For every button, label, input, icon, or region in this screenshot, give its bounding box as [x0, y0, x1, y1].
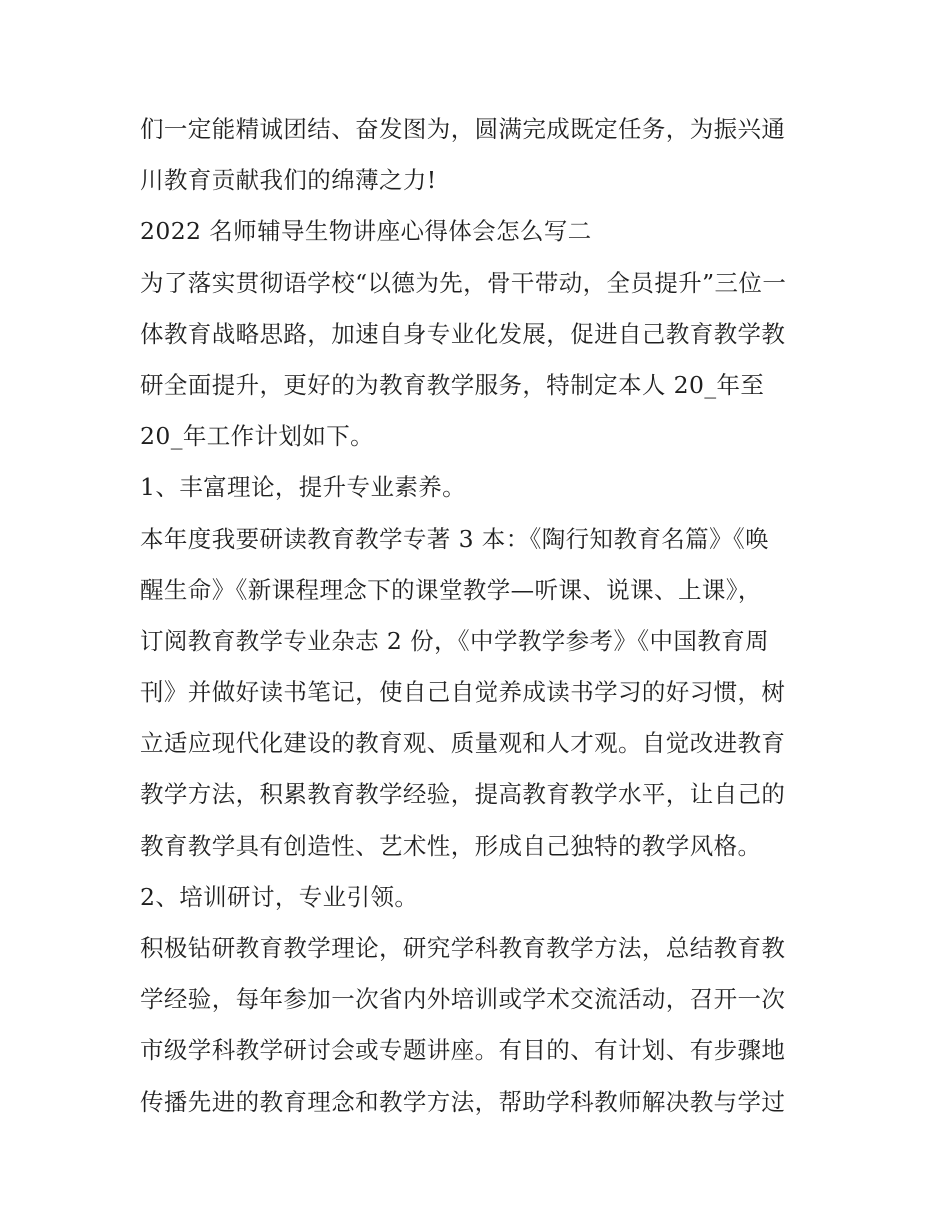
paragraph-line: 川教育贡献我们的绵薄之力! — [140, 166, 437, 195]
paragraph-line: 本年度我要研读教育教学专著 3 本：《陶行知教育名篇》《唤 — [140, 524, 769, 553]
paragraph-line: 刊》并做好读书笔记，使自己自觉养成读书学习的好习惯，树 — [140, 678, 786, 707]
paragraph-line: 学经验，每年参加一次省内外培训或学术交流活动，召开一次 — [140, 985, 786, 1014]
document-body — [140, 104, 820, 1128]
paragraph-line: 体教育战略思路，加速自身专业化发展，促进自己教育教学教 — [140, 319, 786, 348]
paragraph-line: 市级学科教学研讨会或专题讲座。有目的、有计划、有步骤地 — [140, 1036, 786, 1065]
paragraph-line: 教学方法，积累教育教学经验，提高教育教学水平，让自己的 — [140, 780, 786, 809]
paragraph-line: 20_年工作计划如下。 — [140, 422, 375, 451]
paragraph-line: 研全面提升，更好的为教育教学服务，特制定本人 20_年至 — [140, 370, 765, 399]
paragraph-line: 立适应现代化建设的教育观、质量观和人才观。自觉改进教育 — [140, 729, 786, 758]
list-heading-1: 1、丰富理论，提升专业素养。 — [140, 473, 467, 502]
paragraph-line: 教育教学具有创造性、艺术性，形成自己独特的教学风格。 — [140, 831, 762, 860]
paragraph-line: 们一定能精诚团结、奋发图为，圆满完成既定任务，为振兴通 — [140, 115, 786, 143]
paragraph-line: 传播先进的教育理念和教学方法，帮助学科教师解决教与学过 — [140, 1087, 786, 1116]
paragraph-line: 为了落实贯彻语学校“以德为先，骨干带动，全员提升”三位一 — [140, 268, 787, 297]
list-heading-2: 2、培训研讨，专业引领。 — [140, 882, 419, 911]
paragraph-line: 积极钻研教育教学理论，研究学科教育教学方法，总结教育教 — [140, 934, 786, 962]
paragraph-line: 醒生命》《新课程理念下的课堂教学—听课、说课、上课》， — [140, 575, 762, 604]
paragraph-line: 订阅教育教学专业杂志 2 份，《中学教学参考》《中国教育周 — [140, 626, 769, 655]
section-title: 2022 名师辅导生物讲座心得体会怎么写二 — [140, 217, 592, 246]
